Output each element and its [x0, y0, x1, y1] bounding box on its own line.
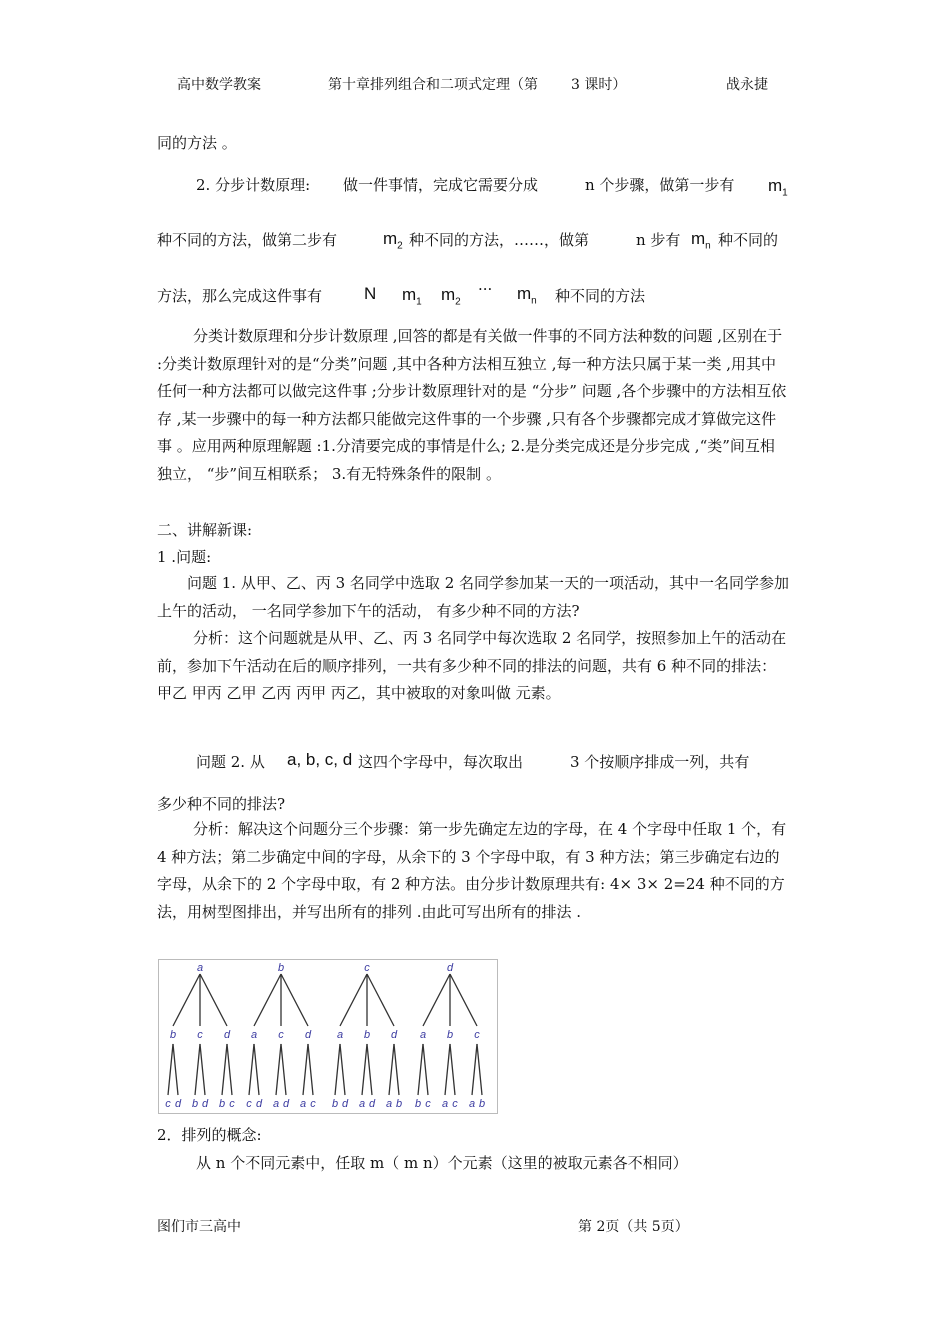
tree-branch [249, 1044, 254, 1095]
tree-branch [276, 1044, 281, 1095]
tree-leaf-node: b [478, 1098, 486, 1110]
tree-level2-node: b [363, 1029, 371, 1041]
tree-leaf-node: b [218, 1098, 226, 1110]
tree-leaf-node: a [468, 1098, 476, 1110]
step-principle-text-1: 做一件事情，完成它需要分成 [343, 176, 539, 194]
tree-leaf-node: c [165, 1098, 171, 1110]
tree-branch [200, 1044, 205, 1095]
tree-leaf-node: c [425, 1098, 431, 1110]
section-new-lesson: 二、讲解新课: [157, 521, 253, 539]
tree-branch [173, 974, 200, 1026]
tree-level2-node: d [304, 1029, 312, 1041]
question-2-a: 问题 2. 从 [196, 753, 265, 771]
tree-branch [303, 1044, 308, 1095]
step-principle-text-1b: n 个步骤，做第一步有 [585, 176, 735, 194]
analysis-1: 分析：这个问题就是从甲、乙、丙 3 名同学中每次选取 2 名同学，按照参加上午的活动在前，参加下午活动在后的顺序排列，一共有多少种不同的排法的问题，共有 6 种不同的排法：甲乙 甲丙 乙甲 乙丙 丙甲 丙乙，其中被取的对象叫做 元素。 [157, 629, 787, 702]
tree-branch [423, 1044, 428, 1095]
tree-level2-node: c [197, 1029, 203, 1041]
tree-level2-node: a [250, 1029, 258, 1041]
tree-leaf-node: d [174, 1098, 182, 1110]
tree-svg [159, 960, 497, 1113]
tree-branch [472, 1044, 477, 1095]
tree-leaf-node: a [358, 1098, 366, 1110]
formula-term-mn: $m_n$ [517, 284, 537, 307]
header-left: 高中数学教案 [177, 77, 261, 93]
tree-level2-node: b [446, 1029, 454, 1041]
step-principle-title: 2. 分步计数原理: [196, 176, 311, 194]
tree-leaf-node: a [441, 1098, 449, 1110]
tree-leaf-node: a [272, 1098, 280, 1110]
tree-branch [222, 1044, 227, 1095]
formula-m2: $m_2$ [383, 229, 403, 252]
formula-term-m2: $m_2$ [441, 285, 461, 308]
tree-branch [367, 974, 394, 1026]
tree-branch [445, 1044, 450, 1095]
tree-leaf-node: c [452, 1098, 458, 1110]
tree-branch [367, 1044, 372, 1095]
tree-level2-node: c [474, 1029, 480, 1041]
tree-leaf-node: b [191, 1098, 199, 1110]
tree-branch [362, 1044, 367, 1095]
tree-leaf-node: c [229, 1098, 235, 1110]
tree-level2-node: d [390, 1029, 398, 1041]
tree-branch [200, 974, 227, 1026]
question-2-c: 3 个按顺序排成一列，共有 [570, 753, 750, 771]
formula-m1: $m_1$ [768, 176, 788, 199]
tree-branch [168, 1044, 173, 1095]
tree-branch [340, 974, 367, 1026]
tree-branch [254, 974, 281, 1026]
step-principle-text-2c: n 步有 [636, 231, 681, 249]
step-principle-text-3b: 种不同的方法 [555, 287, 646, 305]
tree-branch [281, 1044, 286, 1095]
tree-level2-node: a [336, 1029, 344, 1041]
step-principle-text-2b: 种不同的方法，……，做第 [409, 231, 590, 249]
question-2-letters: a, b, c, d [287, 750, 353, 769]
header-lesson: 3 课时） [571, 77, 627, 93]
tree-leaf-node: c [246, 1098, 252, 1110]
permutation-definition: 从 n 个不同元素中，任取 m（ m n）个元素（这里的被取元素各不相同） [196, 1154, 688, 1172]
tree-leaf-node: b [331, 1098, 339, 1110]
tree-branch [423, 974, 450, 1026]
footer-page-number: 第 2页（共 5页） [578, 1219, 689, 1235]
tree-branch [389, 1044, 394, 1095]
formula-ellipsis: ··· [478, 280, 493, 298]
tree-leaf-node: d [201, 1098, 209, 1110]
tree-branch [254, 1044, 259, 1095]
tree-root-node: d [446, 962, 454, 974]
item-question-heading: 1 .问题: [157, 548, 212, 566]
tree-leaf-node: b [395, 1098, 403, 1110]
header-author: 战永捷 [726, 77, 768, 93]
tree-root-node: c [364, 962, 370, 974]
formula-term-m1: $m_1$ [402, 285, 422, 308]
tree-level2-node: c [278, 1029, 284, 1041]
question-2-b: 这四个字母中，每次取出 [358, 753, 524, 771]
tree-branch [340, 1044, 345, 1095]
question-1: 问题 1. 从甲、乙、丙 3 名同学中选取 2 名同学参加某一天的一项活动，其中一名同学参加上午的活动， 一名同学参加下午的活动， 有多少种不同的方法? [157, 574, 790, 620]
tree-branch [394, 1044, 399, 1095]
text-line-continued: 同的方法 。 [157, 134, 237, 152]
tree-branch [477, 1044, 482, 1095]
formula-N: N [364, 284, 377, 303]
tree-root-node: a [196, 962, 204, 974]
header-chapter-title: 第十章排列组合和二项式定理（第 [328, 77, 538, 93]
step-principle-text-3a: 方法，那么完成这件事有 [157, 287, 323, 305]
formula-mn: $m_n$ [691, 229, 711, 252]
footer-school: 图们市三高中 [157, 1219, 241, 1235]
tree-leaf-node: a [385, 1098, 393, 1110]
tree-branch [227, 1044, 232, 1095]
tree-branch [418, 1044, 423, 1095]
tree-branch [308, 1044, 313, 1095]
permutation-concept-heading: 2．排列的概念: [157, 1126, 262, 1144]
tree-leaf-node: c [310, 1098, 316, 1110]
tree-branch [335, 1044, 340, 1095]
step-principle-text-2a: 种不同的方法，做第二步有 [157, 231, 338, 249]
tree-branch [173, 1044, 178, 1095]
tree-leaf-node: a [299, 1098, 307, 1110]
tree-leaf-node: d [255, 1098, 263, 1110]
permutation-tree-diagram [158, 959, 498, 1114]
tree-leaf-node: b [414, 1098, 422, 1110]
tree-leaf-node: d [282, 1098, 290, 1110]
tree-branch [195, 1044, 200, 1095]
analysis-2: 分析：解决这个问题分三个步骤：第一步先确定左边的字母，在 4 个字母中任取 1 个，有 4 种方法；第二步确定中间的字母，从余下的 3 个字母中取，有 3 种方法；第三步确定右边的字母，从余下的 2 个字母中取，有 2 种方法。由分步计数原理共有: 4× 3× 2=24 种不同的方法，用树型图排出，并写出所有的排列 .由此可写出所有的排法 . [157, 820, 787, 921]
tree-level2-node: d [223, 1029, 231, 1041]
tree-branch [450, 1044, 455, 1095]
tree-branch [450, 974, 477, 1026]
tree-leaf-node: d [368, 1098, 376, 1110]
question-2-d: 多少种不同的排法? [157, 795, 286, 813]
step-principle-text-2d: 种不同的 [718, 231, 779, 249]
tree-root-node: b [277, 962, 285, 974]
tree-leaf-node: d [341, 1098, 349, 1110]
tree-level2-node: a [419, 1029, 427, 1041]
tree-level2-node: b [169, 1029, 177, 1041]
principles-difference-paragraph: 分类计数原理和分步计数原理 ,回答的都是有关做一件事的不同方法种数的问题 ,区别在于 :分类计数原理针对的是“分类”问题 ,其中各种方法相互独立 ,每一种方法只属于某一类 ,用其中任何一种方法都可以做完这件事 ;分步计数原理针对的是 “分步” 问题 ,各个步骤中的方法相互依存 ,某一步骤中的每一种方法都只能做完这件事的一个步骤 ,只有各个步骤都完成才算做完这件事 。应用两种原理解题 :1.分清要完成的事情是什么; 2.是分类完成还是分步完成 ,“类”间互相独立， “步”间互相联系； 3.有无特殊条件的限制 。 [157, 327, 787, 483]
tree-branch [281, 974, 308, 1026]
